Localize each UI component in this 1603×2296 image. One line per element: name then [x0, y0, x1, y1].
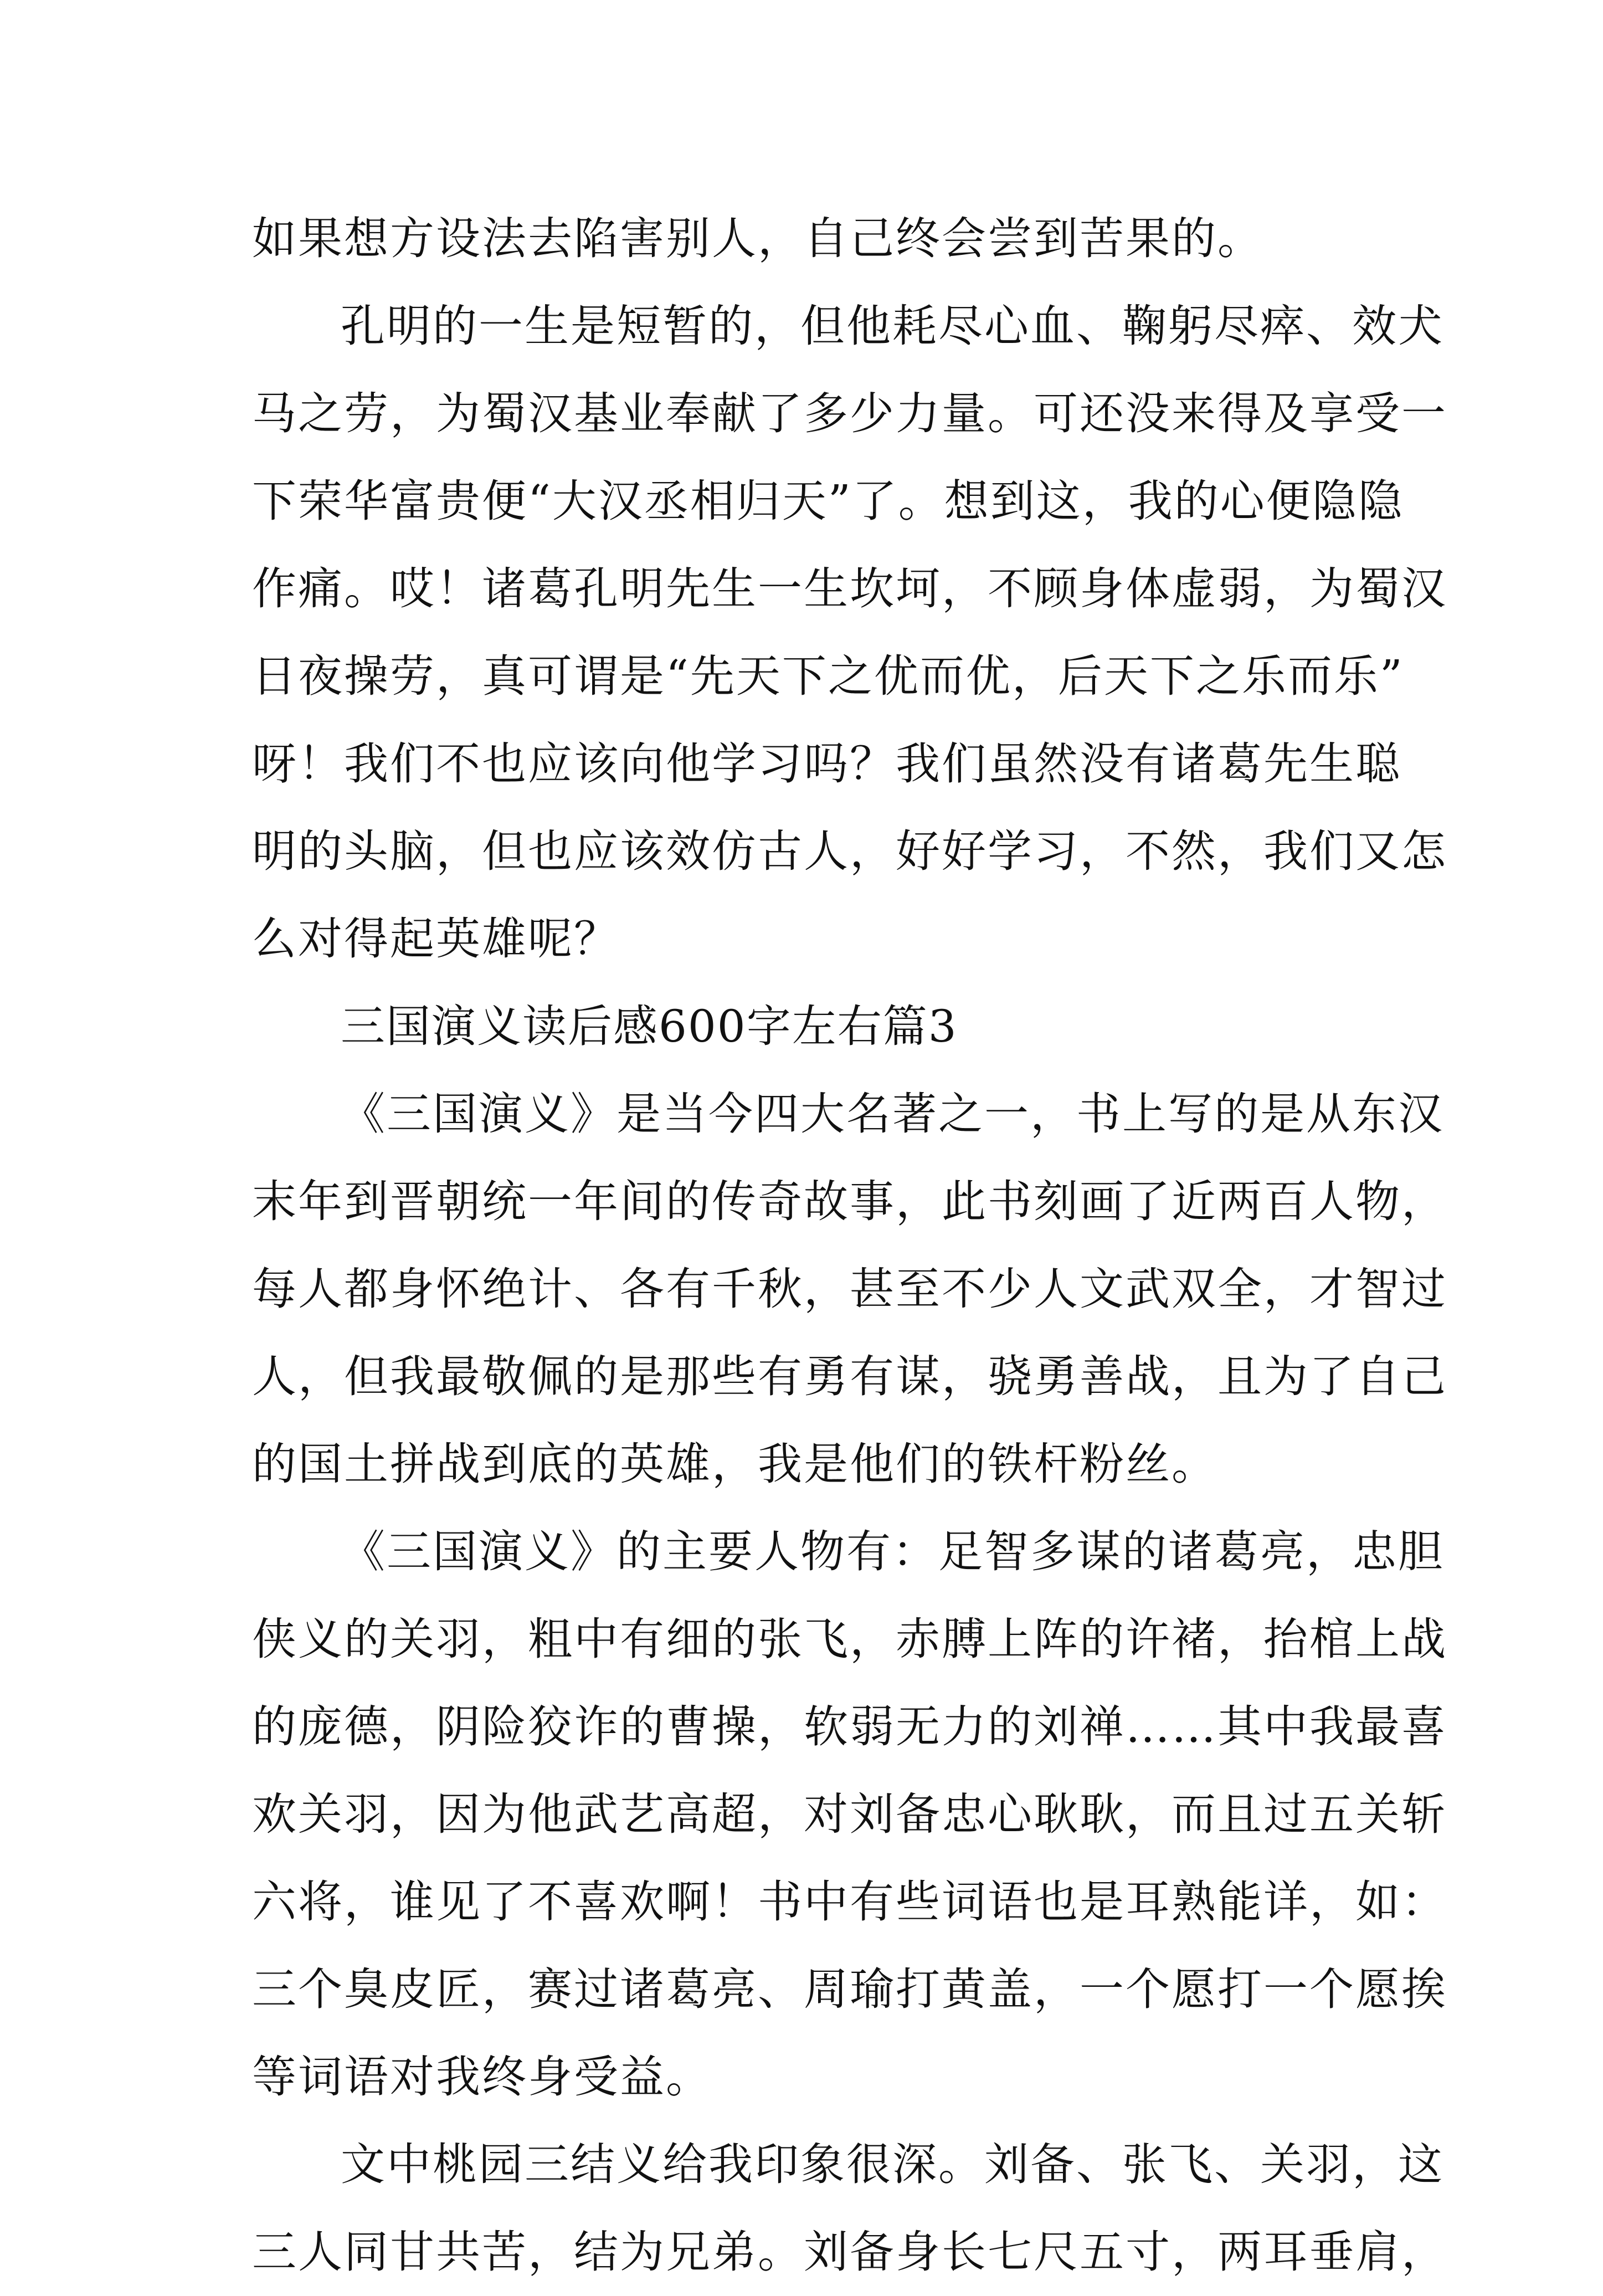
- paragraph-line: 等词语对我终身受益。: [252, 2051, 712, 2103]
- paragraph-line: 欢关羽，因为他武艺高超，对刘备忠心耿耿，而且过五关斩: [252, 1788, 1447, 1840]
- paragraph-line: 马之劳，为蜀汉基业奉献了多少力量。可还没来得及享受一: [252, 388, 1447, 439]
- paragraph-line: 文中桃园三结义给我印象很深。刘备、张飞、关羽，这: [341, 2139, 1444, 2190]
- paragraph-line: 三个臭皮匠，赛过诸葛亮、周瑜打黄盖，一个愿打一个愿挨: [252, 1964, 1447, 2015]
- paragraph-line: 如果想方设法去陷害别人，自己终会尝到苦果的。: [252, 213, 1263, 264]
- paragraph-line: 《三国演义》是当今四大名著之一，书上写的是从东汉: [341, 1088, 1444, 1140]
- paragraph-line: 么对得起英雄呢？: [252, 913, 620, 965]
- paragraph-line: 的国土拼战到底的英雄，我是他们的铁杆粉丝。: [252, 1438, 1217, 1490]
- paragraph-line: 呀！我们不也应该向他学习吗？我们虽然没有诸葛先生聪: [252, 738, 1401, 790]
- paragraph-line: 每人都身怀绝计、各有千秋，甚至不少人文武双全，才智过: [252, 1263, 1447, 1315]
- paragraph-line: 明的头脑，但也应该效仿古人，好好学习，不然，我们又怎: [252, 826, 1447, 877]
- document-body: [252, 195, 1447, 2296]
- paragraph-line: 孔明的一生是短暂的，但他耗尽心血、鞠躬尽瘁、效犬: [341, 300, 1444, 352]
- paragraph-line: 末年到晋朝统一年间的传奇故事，此书刻画了近两百人物，: [252, 1176, 1447, 1227]
- paragraph-line: 《三国演义》的主要人物有：足智多谋的诸葛亮，忠胆: [341, 1526, 1444, 1577]
- paragraph-line: 侠义的关羽，粗中有细的张飞，赤膊上阵的许褚，抬棺上战: [252, 1613, 1447, 1665]
- paragraph-line: 人，但我最敬佩的是那些有勇有谋，骁勇善战，且为了自己: [252, 1351, 1447, 1402]
- section-heading: 三国演义读后感600字左右篇3: [341, 1001, 958, 1052]
- paragraph-line: 作痛。哎！诸葛孔明先生一生坎坷，不顾身体虚弱，为蜀汉: [252, 563, 1447, 614]
- paragraph-line: 下荣华富贵便“大汉丞相归天”了。想到这，我的心便隐隐: [252, 475, 1404, 527]
- paragraph-line: 的庞德，阴险狡诈的曹操，软弱无力的刘禅……其中我最喜: [252, 1701, 1447, 1752]
- paragraph-line: 三人同甘共苦，结为兄弟。刘备身长七尺五寸，两耳垂肩，: [252, 2226, 1447, 2278]
- paragraph-line: 六将，谁见了不喜欢啊！书中有些词语也是耳熟能详，如：: [252, 1876, 1447, 1928]
- paragraph-line: 日夜操劳，真可谓是“先天下之优而优，后天下之乐而乐”: [252, 650, 1404, 702]
